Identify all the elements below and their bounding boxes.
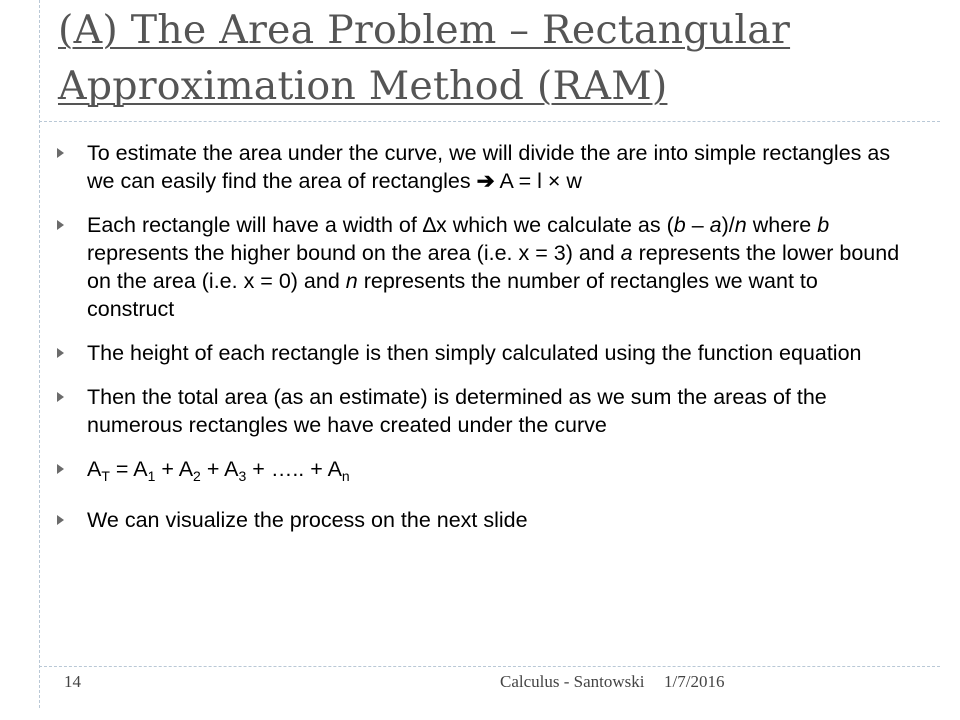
var-a: a <box>709 213 722 237</box>
formula-subscript: 3 <box>238 468 247 484</box>
footer-divider <box>39 666 940 667</box>
bullet-2-text-b: – <box>685 213 710 237</box>
bullet-4-text: Then the total area (as an estimate) is determined as we sum the areas of the numerous rectangles we have created under the curve <box>87 385 827 437</box>
bullet-item-3 <box>57 339 907 367</box>
bullet-item-2 <box>57 211 907 323</box>
formula-term: + ….. + A <box>246 457 342 481</box>
bullet-list <box>57 139 907 534</box>
bullet-item-1 <box>57 139 907 195</box>
bullet-2-text-c: )/ <box>721 213 735 237</box>
var-n: n <box>734 213 747 237</box>
var-a-2: a <box>620 241 633 265</box>
bullet-2-text-d: where <box>746 213 818 237</box>
formula-subscript: 2 <box>193 468 201 484</box>
left-guide-line <box>39 0 40 708</box>
bullet-2-text-f: represents the lower bound on the area (i.e. x = 0) and <box>87 241 900 293</box>
footer-date: 1/7/2016 <box>664 672 725 691</box>
sum-formula <box>87 457 350 484</box>
title-line-2: Approximation Method (RAM) <box>58 63 668 109</box>
bullet-arrow-icon <box>57 220 64 230</box>
bullet-1-formula: A = l × w <box>499 169 582 193</box>
formula-subscript: T <box>101 468 110 484</box>
formula-subscript: 1 <box>147 468 156 484</box>
bullet-2-text-e: represents the higher bound on the area (i.e. x = 3) and <box>87 241 621 265</box>
bullet-1-text: To estimate the area under the curve, we will divide the are into simple rectangles as we can easily find the area of rectangles <box>87 141 891 193</box>
page-number: 14 <box>64 672 81 691</box>
bullet-item-5 <box>57 455 907 490</box>
bullet-item-6 <box>57 506 907 534</box>
bullet-6-text: We can visualize the process on the next slide <box>87 508 528 532</box>
right-arrow-icon: ➔ <box>476 169 495 193</box>
formula-term: + A <box>155 457 194 481</box>
bullet-3-text: The height of each rectangle is then simply calculated using the function equation <box>87 341 862 365</box>
bullet-arrow-icon <box>57 392 64 402</box>
bullet-arrow-icon <box>57 348 64 358</box>
formula-term: + A <box>200 457 239 481</box>
bullet-arrow-icon <box>57 464 64 474</box>
var-b-2: b <box>817 213 830 237</box>
title-line-1: (A) The Area Problem – Rectangular <box>58 7 791 53</box>
formula-term: A <box>87 457 102 481</box>
footer-author: Calculus - Santowski <box>500 672 645 691</box>
bullet-2-text-a: Each rectangle will have a width of ∆x which we calculate as ( <box>87 213 674 237</box>
bullet-2-text-g: represents the number of rectangles we want to construct <box>87 269 818 321</box>
slide-title <box>58 2 938 114</box>
var-b: b <box>673 213 686 237</box>
formula-subscript: n <box>341 468 350 484</box>
var-n-2: n <box>345 269 358 293</box>
formula-term: = A <box>109 457 148 481</box>
bullet-arrow-icon <box>57 515 64 525</box>
bullet-arrow-icon <box>57 148 64 158</box>
bullet-item-4 <box>57 383 907 439</box>
title-divider <box>39 121 940 122</box>
